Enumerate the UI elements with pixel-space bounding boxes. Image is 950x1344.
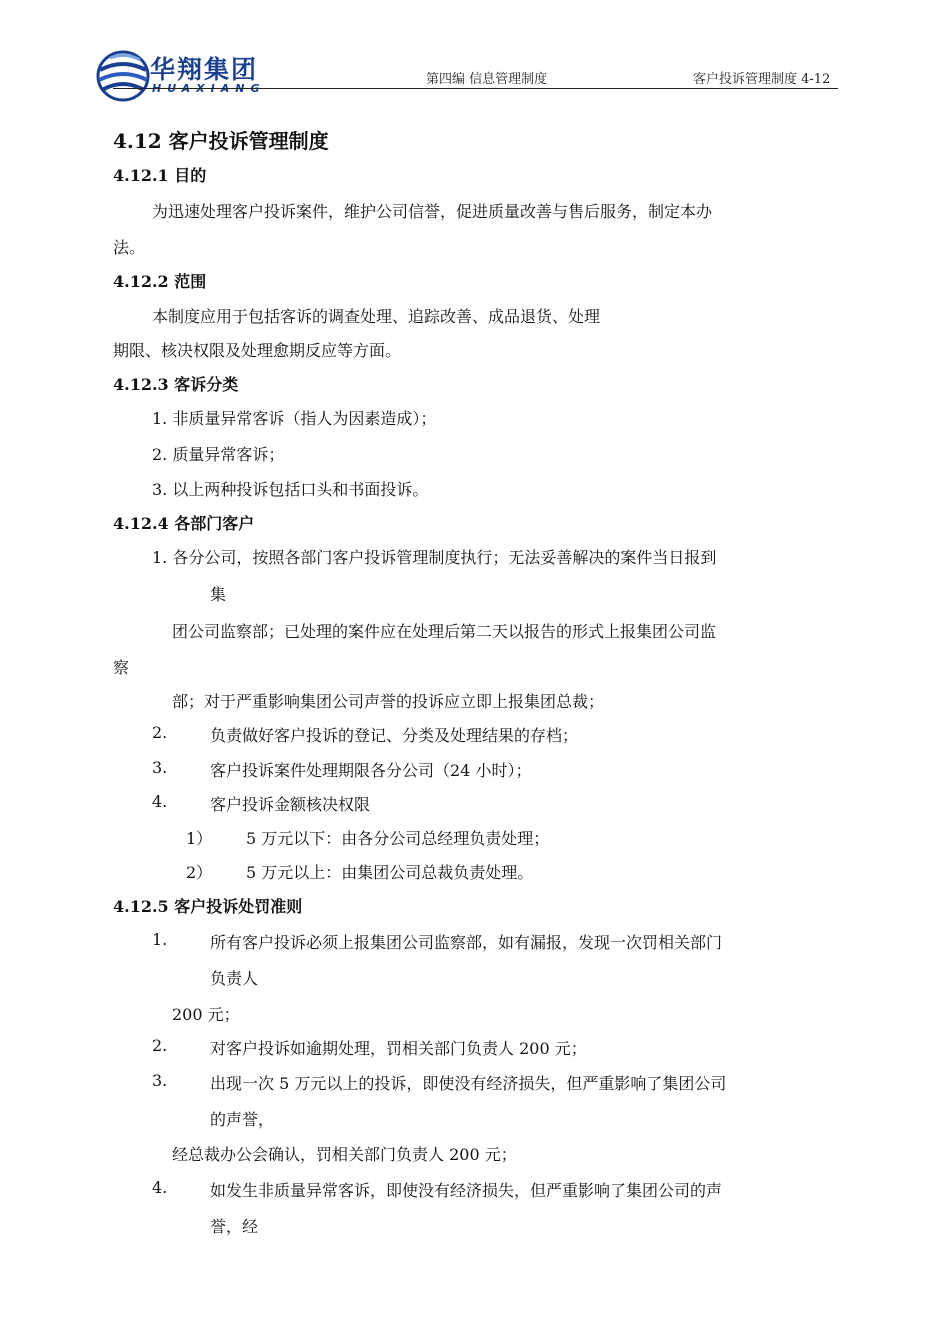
sub-list-number: 2） xyxy=(186,863,213,882)
list-number: 3. xyxy=(152,1071,168,1090)
section-heading: 4.12.3 客诉分类 xyxy=(113,375,239,394)
list-number: 2. xyxy=(152,723,168,742)
sub-list-item: 5 万元以上：由集团公司总裁负责处理。 xyxy=(246,863,534,882)
list-item-continuation: 察 xyxy=(113,658,130,677)
list-number: 1. xyxy=(152,930,168,949)
list-item: 1. 非质量异常客诉（指人为因素造成）； xyxy=(152,409,437,428)
list-item-continuation: 部；对于严重影响集团公司声誉的投诉应立即上报集团总裁； xyxy=(172,692,605,711)
list-item: 3. 以上两种投诉包括口头和书面投诉。 xyxy=(152,480,429,499)
sub-list-item: 5 万元以下：由各分公司总经理负责处理； xyxy=(246,829,550,848)
paragraph-line: 法。 xyxy=(113,238,146,257)
list-number: 4. xyxy=(152,1178,168,1197)
list-item: 客户投诉案件处理期限各分公司（24 小时）； xyxy=(210,761,532,780)
list-item: 所有客户投诉必须上报集团公司监察部，如有漏报，发现一次罚相关部门 xyxy=(210,933,723,952)
company-logo xyxy=(96,44,276,104)
list-item-continuation: 负责人 xyxy=(210,969,259,988)
page-title: 4.12 客户投诉管理制度 xyxy=(113,129,329,153)
paragraph-line: 为迅速处理客户投诉案件，维护公司信誉，促进质量改善与售后服务，制定本办 xyxy=(152,202,713,221)
list-item-continuation: 集 xyxy=(210,585,227,604)
list-number: 2. xyxy=(152,1036,168,1055)
list-item-continuation: 200 元； xyxy=(172,1005,240,1024)
section-heading: 4.12.4 各部门客户 xyxy=(113,514,255,533)
list-number: 3. xyxy=(152,758,168,777)
header-rule xyxy=(113,88,838,89)
section-heading: 4.12.5 客户投诉处罚准则 xyxy=(113,897,303,916)
header-doc-ref: 客户投诉管理制度 4-12 xyxy=(693,72,831,87)
list-item: 2. 质量异常客诉； xyxy=(152,445,285,464)
logo-text-cn: 华翔集团 xyxy=(150,55,259,84)
paragraph-line: 本制度应用于包括客诉的调查处理、追踪改善、成品退货、处理 xyxy=(152,307,601,326)
list-number: 4. xyxy=(152,792,168,811)
list-item-continuation: 誉，经 xyxy=(210,1217,259,1236)
section-heading: 4.12.1 目的 xyxy=(113,166,207,185)
list-item-continuation: 经总裁办公会确认，罚相关部门负责人 200 元； xyxy=(172,1145,517,1164)
logo-globe-icon xyxy=(96,44,152,104)
sub-list-number: 1） xyxy=(186,829,213,848)
list-item: 1. 各分公司，按照各部门客户投诉管理制度执行；无法妥善解决的案件当日报到 xyxy=(152,548,717,567)
section-heading: 4.12.2 范围 xyxy=(113,272,207,291)
paragraph-line: 期限、核决权限及处理愈期反应等方面。 xyxy=(113,341,402,360)
list-item: 出现一次 5 万元以上的投诉，即使没有经济损失，但严重影响了集团公司 xyxy=(210,1074,727,1093)
list-item: 客户投诉金额核决权限 xyxy=(210,795,371,814)
list-item-continuation: 的声誉， xyxy=(210,1110,275,1129)
list-item-continuation: 团公司监察部；已处理的案件应在处理后第二天以报告的形式上报集团公司监 xyxy=(172,622,717,641)
header-section: 第四编 信息管理制度 xyxy=(426,72,548,87)
list-item: 对客户投诉如逾期处理，罚相关部门负责人 200 元； xyxy=(210,1039,587,1058)
list-item: 负责做好客户投诉的登记、分类及处理结果的存档； xyxy=(210,726,579,745)
logo-text-en: HUAXIANG xyxy=(152,82,266,95)
list-item: 如发生非质量异常客诉，即使没有经济损失，但严重影响了集团公司的声 xyxy=(210,1181,723,1200)
